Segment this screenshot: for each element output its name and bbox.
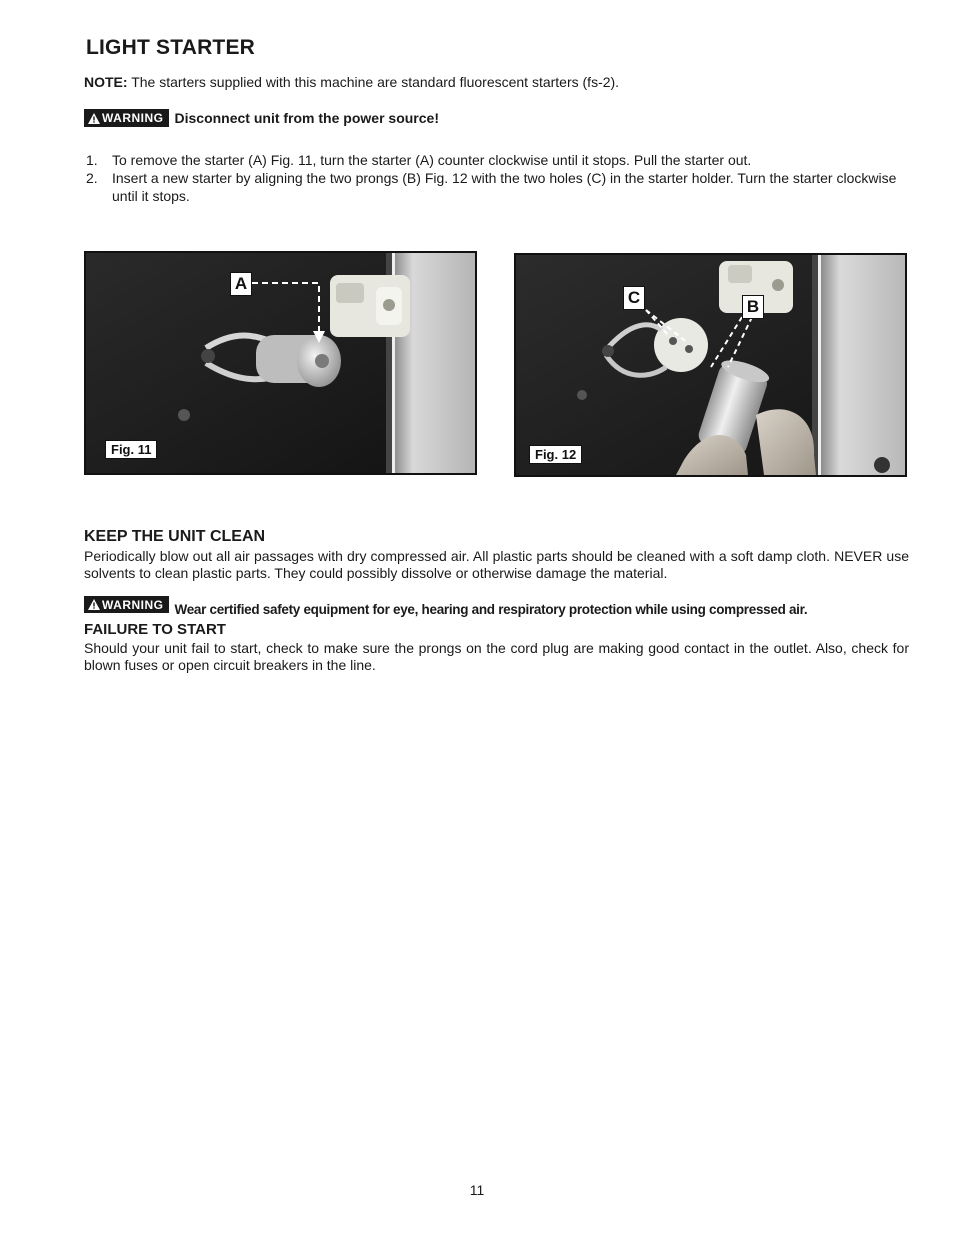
warning-triangle-icon (88, 113, 100, 124)
callout-b: B (742, 295, 764, 319)
clean-heading: KEEP THE UNIT CLEAN (84, 528, 266, 545)
note-line (84, 74, 619, 90)
callout-a: A (230, 272, 252, 296)
warning-badge (84, 109, 169, 127)
warning-badge (84, 596, 169, 613)
warning-disconnect (84, 109, 439, 127)
page-title: LIGHT STARTER (86, 36, 256, 59)
note-text: The starters supplied with this machine are standard fluorescent starters (fs-2). (127, 74, 620, 90)
warning-badge-label: WARNING (102, 597, 164, 612)
failure-paragraph: Should your unit fail to start, check to make sure the prongs on the cord plug are making good contact in the outlet. Also, check for blown fuses or open circuit breakers in the line. (84, 640, 909, 673)
list-item (84, 169, 906, 205)
warning-badge-label: WARNING (102, 111, 164, 125)
note-label: NOTE: (84, 74, 128, 90)
callout-c: C (623, 286, 645, 310)
warning-triangle-icon (88, 599, 100, 610)
steps-list (84, 151, 906, 205)
figure-11-photo (84, 251, 477, 475)
step-text: Insert a new starter by aligning the two prongs (B) Fig. 12 with the two holes (C) in the starter holder. Turn the starter clockwise until it stops. (112, 170, 897, 204)
clean-paragraph: Periodically blow out all air passages with dry compressed air. All plastic parts should be cleaned with a soft damp cloth. NEVER use solvents to clean plastic parts. They could possibly dissolve or otherwise damage the material. (84, 548, 909, 581)
figure-11-label: Fig. 11 (105, 440, 157, 459)
warning-safety-equipment (84, 596, 808, 617)
page-number: 11 (469, 1182, 485, 1198)
figure-12-illustration (516, 255, 905, 475)
warning-disconnect-text: Disconnect unit from the power source! (174, 110, 439, 126)
step-text: To remove the starter (A) Fig. 11, turn the starter (A) counter clockwise until it stops. Pull the starter out. (112, 152, 752, 168)
step-number: 1. (86, 152, 98, 168)
failure-heading: FAILURE TO START (84, 621, 226, 638)
warning-safety-text: Wear certified safety equipment for eye, hearing and respiratory protection while using compressed air. (174, 602, 808, 617)
figure-12-label: Fig. 12 (529, 445, 582, 464)
figure-12-photo (514, 253, 907, 477)
list-item (84, 151, 906, 169)
step-number: 2. (86, 170, 98, 186)
